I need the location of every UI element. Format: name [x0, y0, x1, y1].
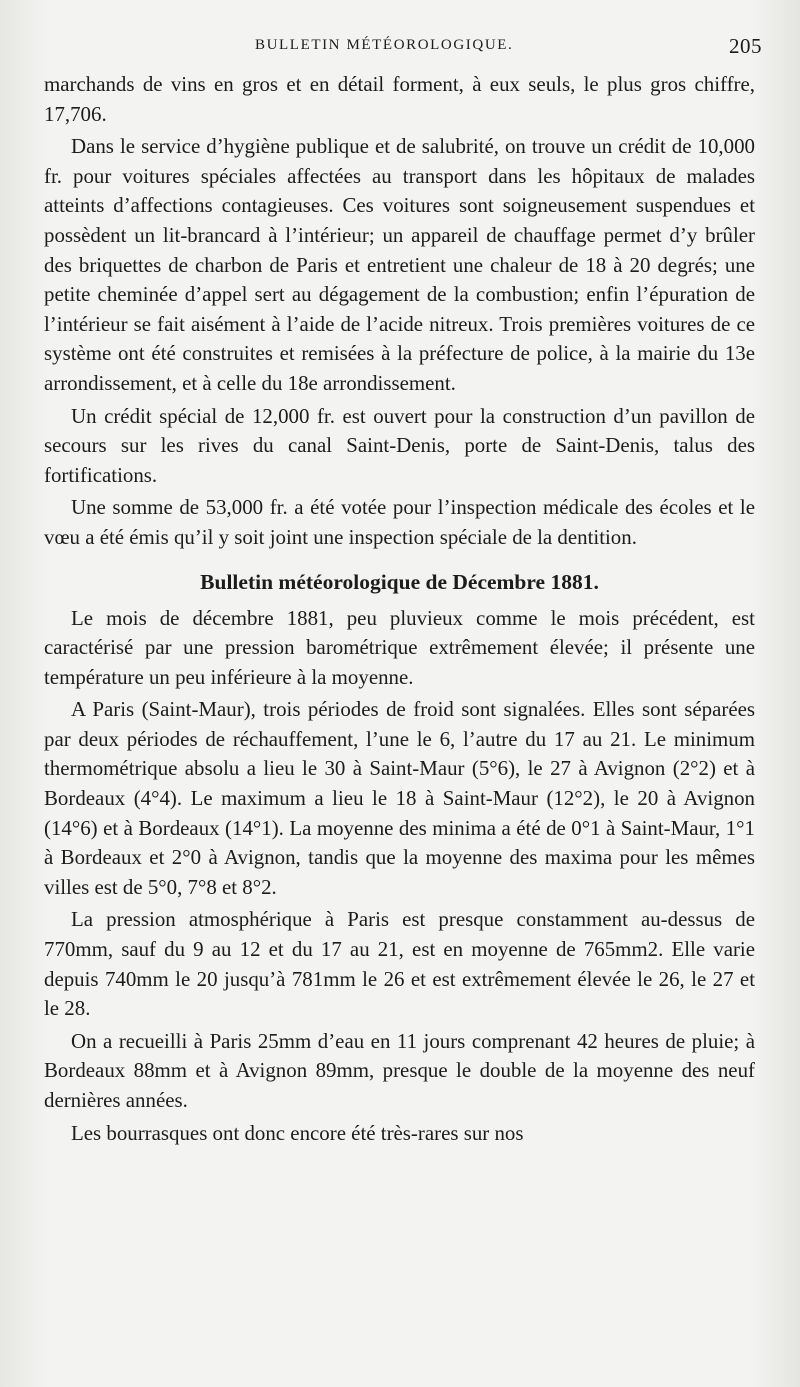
- paragraph-pavillon: Un crédit spécial de 12,000 fr. est ouvert pour la construction d’un pavillon de secours sur les rives du canal Saint-Denis, porte de Saint-Denis, talus des fortifications.: [44, 403, 755, 487]
- paragraph-continued: marchands de vins en gros et en détail forment, à eux seuls, le plus gros chiffre, 17,706.: [44, 72, 755, 126]
- page-number: 205: [729, 34, 762, 58]
- running-title: BULLETIN MÉTÉOROLOGIQUE.: [255, 37, 514, 53]
- page-body: [44, 70, 755, 1148]
- paragraph-temperatures: A Paris (Saint-Maur), trois périodes de froid sont signalées. Elles sont séparées par deux périodes de réchauffement, l’une le 6, l’autre du 17 au 21. Le minimum thermométrique absolu a lieu le 30 à Saint-Maur (5°6), le 27 à Avignon (2°2) et à Bordeaux (4°4). Le maximum a lieu le 18 à Saint-Maur (12°2), le 20 à Avignon (14°6) et à Bordeaux (14°1). La moyenne des minima a été de 0°1 à Saint-Maur, 1°1 à Bordeaux et 2°0 à Avignon, tandis que la moyenne des maxima pour les mêmes villes est de 5°0, 7°8 et 8°2.: [44, 697, 755, 899]
- paragraph-inspection: Une somme de 53,000 fr. a été votée pour l’inspection médicale des écoles et le vœu a été émis qu’il y soit joint une inspection spéciale de la dentition.: [44, 495, 755, 549]
- paragraph-rainfall: On a recueilli à Paris 25mm d’eau en 11 jours comprenant 42 heures de pluie; à Bordeaux 88mm et à Avignon 89mm, presque le double de la moyenne des neuf dernières années.: [44, 1028, 755, 1112]
- paragraph-storms: Les bourrasques ont donc encore été très-rares sur nos: [71, 1120, 524, 1145]
- paragraph-month-summary: Le mois de décembre 1881, peu pluvieux comme le mois précédent, est caractérisé par une pression barométrique extrêmement élevée; il présente une température un peu inférieure à la moyenne.: [44, 605, 755, 689]
- paragraph-pressure: La pression atmosphérique à Paris est presque constamment au-dessus de 770mm, sauf du 9 au 12 et du 17 au 21, est en moyenne de 765mm2. Elle varie depuis 740mm le 20 jusqu’à 781mm le 26 et est extrêmement élevée le 26, le 27 et le 28.: [44, 907, 755, 1021]
- page-header: [40, 34, 762, 64]
- paragraph-hygiene: Dans le service d’hygiène publique et de salubrité, on trouve un crédit de 10,000 fr. pour voitures spéciales affectées au transport dans les hôpitaux de malades atteints d’affections contagieuses. Ces voitures sont soigneusement suspendues et possèdent un lit-brancard à l’intérieur; un appareil de chauffage permet d’y brûler des briquettes de charbon de Paris et entretient une chaleur de 18 à 20 degrés; une petite cheminée d’appel sert au dégagement de la combustion; enfin l’épuration de l’intérieur se fait aisément à l’aide de l’acide nitreux. Trois premières voitures de ce système ont été construites et remisées à la préfecture de police, à la mairie du 13e arrondissement, et à celle du 18e arrondissement.: [44, 134, 755, 395]
- section-heading: Bulletin météorologique de Décembre 1881.: [200, 569, 599, 594]
